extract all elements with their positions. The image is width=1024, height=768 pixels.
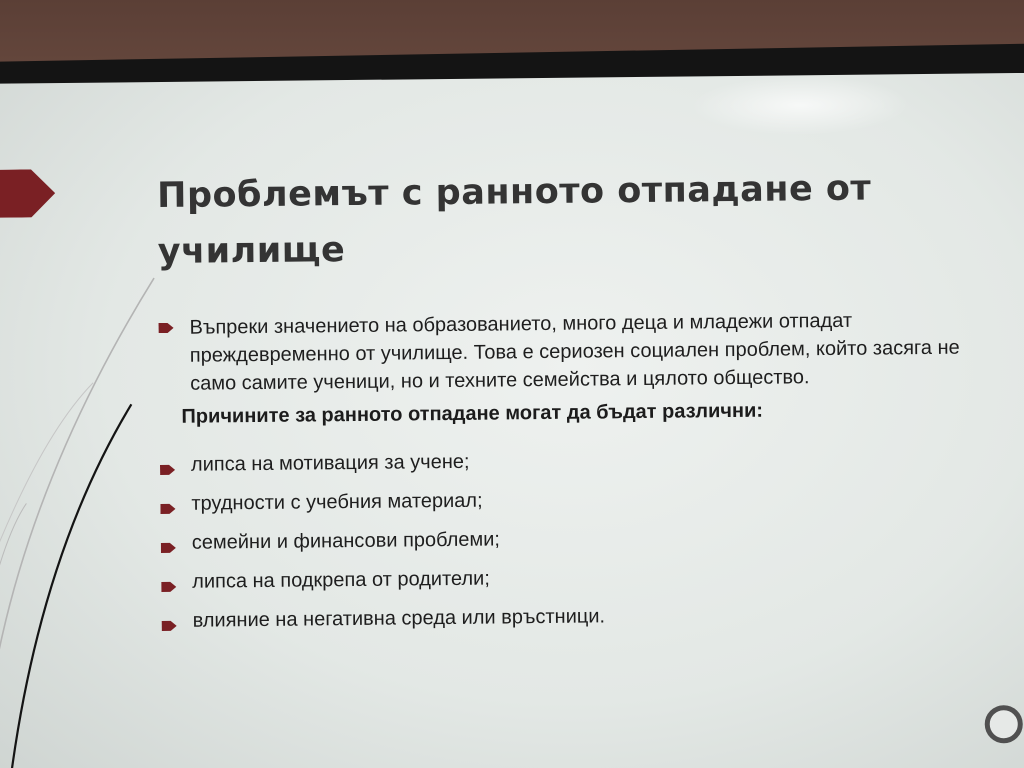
screen-glare: [690, 74, 911, 136]
cause-text: трудности с учебния материал;: [191, 489, 483, 515]
slide-title: Проблемът с ранното отпадане от училище: [156, 168, 872, 273]
intro-bullet: [158, 305, 999, 398]
causes-list: [160, 441, 605, 641]
circle-nav-icon[interactable]: [985, 705, 1023, 743]
arrow-tab-icon: [0, 169, 55, 218]
bullet-arrow-icon: [161, 541, 176, 553]
cause-text: влияние на негативна среда или връстници.: [192, 605, 606, 632]
list-item: [160, 441, 604, 485]
cause-text: липса на подкрепа от родители;: [192, 567, 490, 593]
list-item: [161, 597, 605, 641]
cause-text: липса на мотивация за учене;: [190, 450, 470, 476]
list-item: [161, 519, 605, 563]
presentation-slide: [0, 73, 1024, 768]
bullet-arrow-icon: [160, 502, 175, 514]
bullet-arrow-icon: [161, 580, 176, 592]
causes-heading: Причините за ранното отпадане могат да бъдат различни:: [181, 399, 764, 428]
bullet-arrow-icon: [162, 619, 177, 631]
cause-text: семейни и финансови проблеми;: [191, 528, 501, 554]
bullet-arrow-icon: [159, 322, 174, 334]
intro-paragraph: Въпреки значението на образованието, много деца и младежи отпадат преждевременно от училище. Това е сериозен социален проблем, който засяга не само самите ученици, но и техните семейства и цялото общество.: [189, 309, 960, 395]
list-item: [161, 558, 605, 602]
bullet-arrow-icon: [160, 463, 175, 475]
list-item: [160, 480, 604, 524]
